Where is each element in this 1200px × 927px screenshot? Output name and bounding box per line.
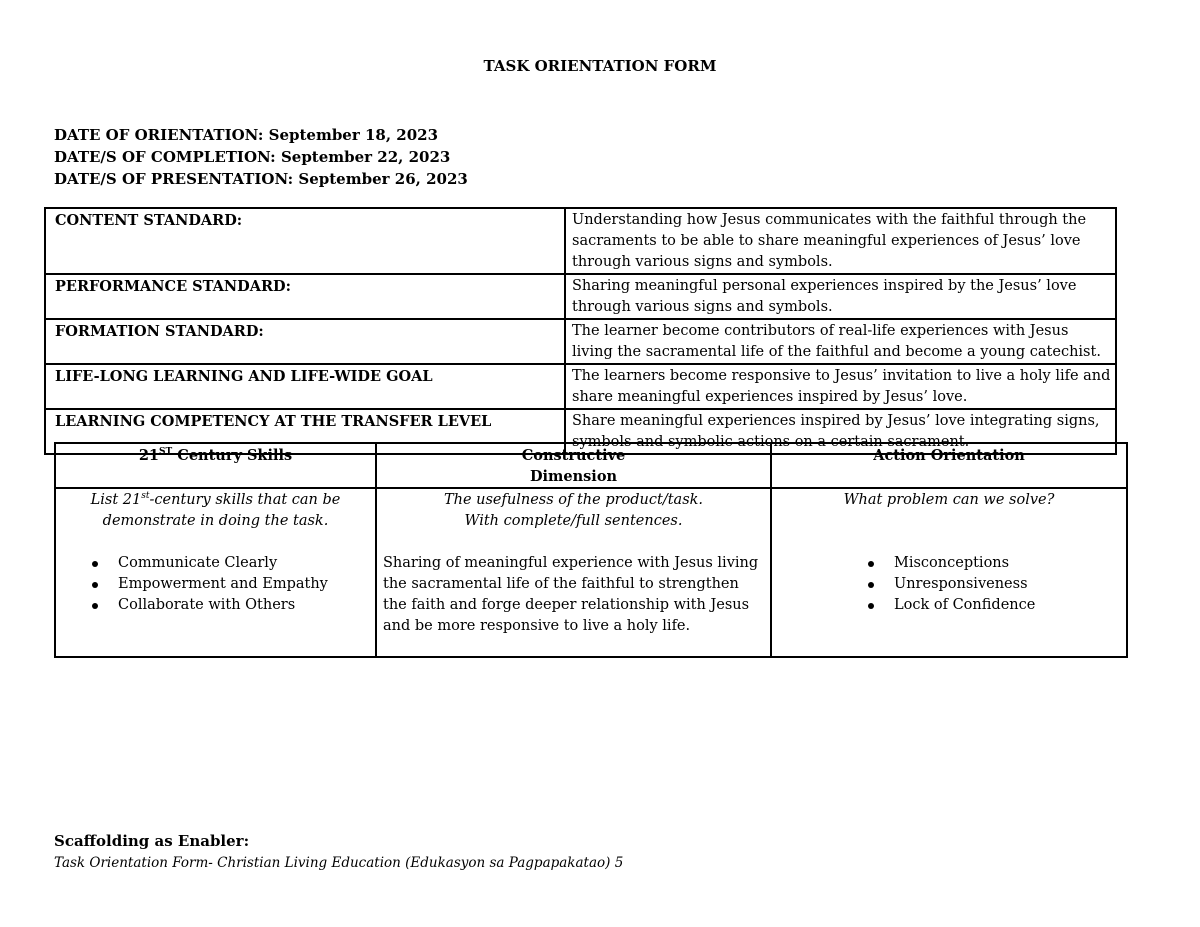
table-row <box>45 208 1116 274</box>
footer-note: Task Orientation Form- Christian Living Education (Edukasyon sa Pagpapakatao) 5 <box>54 855 624 871</box>
standard-value: Sharing meaningful personal experiences inspired by the Jesus’ love through various signs and symbols. <box>565 274 1116 319</box>
standard-value: The learner become contributors of real-life experiences with Jesus living the sacramental life of the faithful and become a young catechist. <box>565 319 1116 364</box>
list-item: Lock of Confidence <box>894 595 1120 616</box>
date-of-completion: DATE/S OF COMPLETION: September 22, 2023 <box>54 148 451 166</box>
list-item: Empowerment and Empathy <box>118 574 369 595</box>
action-list <box>778 553 1120 616</box>
standard-label: CONTENT STANDARD: <box>45 208 565 274</box>
skills-prompt: List 21st-century skills that can be demonstrate in doing the task. <box>90 491 341 529</box>
constructive-prompt: The usefulness of the product/task. With complete/full sentences. <box>443 492 704 529</box>
list-item: Collaborate with Others <box>118 595 369 616</box>
standard-value: Share meaningful experiences inspired by Jesus’ love integrating signs, symbols and symbolic actions on a certain sacrament. <box>565 409 1116 454</box>
action-cell <box>771 488 1127 657</box>
dates-block <box>54 124 468 190</box>
standard-label: PERFORMANCE STANDARD: <box>45 274 565 319</box>
table-row <box>55 488 1127 657</box>
standard-value: The learners become responsive to Jesus’ invitation to live a holy life and share meaningful experiences inspired by Jesus’ love. <box>565 364 1116 409</box>
table-row <box>45 364 1116 409</box>
standard-label: LEARNING COMPETENCY AT THE TRANSFER LEVEL <box>45 409 565 454</box>
constructive-description: Sharing of meaningful experience with Jesus living the sacramental life of the faithful to strengthen the faith and forge deeper relationship with Jesus and be more responsive to live a holy life. <box>383 555 759 634</box>
list-item: Misconceptions <box>894 553 1120 574</box>
list-item: Communicate Clearly <box>118 553 369 574</box>
header-action-orientation: Action Orientation <box>771 443 1127 488</box>
skills-table <box>54 442 1128 658</box>
standard-label: LIFE-LONG LEARNING AND LIFE-WIDE GOAL <box>45 364 565 409</box>
header-constructive-dimension: Constructive Dimension <box>376 443 771 488</box>
table-header-row <box>55 443 1127 488</box>
page-title: TASK ORIENTATION FORM <box>483 57 717 75</box>
constructive-cell <box>376 488 771 657</box>
table-row <box>45 274 1116 319</box>
standard-value: Understanding how Jesus communicates with the faithful through the sacraments to be able to share meaningful experiences of Jesus’ love through various signs and symbols. <box>565 208 1116 274</box>
date-of-orientation: DATE OF ORIENTATION: September 18, 2023 <box>54 126 439 144</box>
skills-cell <box>55 488 376 657</box>
standards-table <box>44 207 1117 455</box>
standard-label: FORMATION STANDARD: <box>45 319 565 364</box>
scaffolding-heading: Scaffolding as Enabler: <box>54 832 250 850</box>
table-row <box>45 319 1116 364</box>
skills-list <box>62 553 369 616</box>
list-item: Unresponsiveness <box>894 574 1120 595</box>
date-of-presentation: DATE/S OF PRESENTATION: September 26, 2023 <box>54 170 468 188</box>
header-century-skills: 21ST Century Skills <box>55 443 376 488</box>
action-prompt: What problem can we solve? <box>843 492 1055 508</box>
